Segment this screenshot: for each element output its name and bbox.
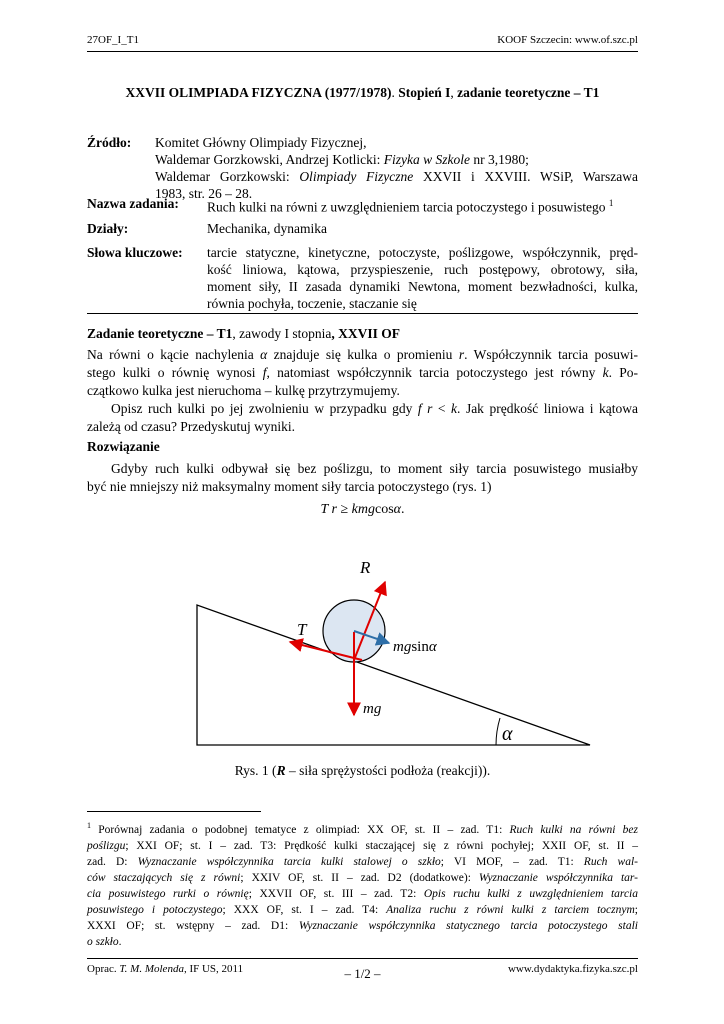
label-mg: mg [363, 701, 382, 717]
departments-value: Mechanika, dynamika [207, 221, 327, 236]
label-T: T [297, 620, 307, 639]
keywords-label: Słowa kluczowe: [87, 245, 183, 260]
departments-label: Działy: [87, 221, 129, 236]
label-alpha: α [502, 723, 513, 745]
solution-paragraph: Gdyby ruch kulki odbywał się bez poślizgu, to moment siły tarcia posuwistego musiałby być nie mniejszy niż maksymalny moment siły tarcia potoczystego (rys. 1) [87, 461, 638, 494]
footnote-rule [87, 811, 261, 812]
label-R: R [360, 558, 371, 577]
task-name-value: Ruch kulki na równi z uwzględnieniem tarcia potoczystego i posuwistego $^1$ [207, 198, 614, 215]
incline-figure [0, 540, 724, 760]
task-name-label: Nazwa zadania: [87, 196, 179, 211]
footer-left: Oprac. T. M. Molenda, IF US, 2011 [87, 963, 244, 975]
task-heading: Zadanie teoretyczne – T1, zawody I stopnia, XXVII OF [87, 326, 400, 341]
label-mgsin: mgsinα [393, 639, 437, 655]
header-left: 27OF_I_T1 [87, 34, 139, 46]
equation: T r ≥ kmgcosα. [320, 502, 405, 517]
angle-arc [496, 718, 500, 745]
footnote: $^1$ Porównaj zadania o podobnej tematyce z olimpiad: XX OF, st. II – zad. T1: Ruch kulki na równi bez poślizgu; XXI OF; st. I – zad. T3: Prędkość kulki staczającej się z równi pochyłej; XXII OF, st. II – zad. D: Wyznaczanie współczynnika tarcia kulki stalowej o szkło; VI MOF, – zad. T1: Ruch wal- ców staczających się z równi; XXIV OF, st. II – zad. D2 (dodatkowe): Wyznaczanie współczynnika tar- cia posuwistego rurki o równię; XXVII OF, st. III – zad. T2: Opis ruchu kulki z uwzględnieniem tarcia posuwistego i potoczystego; XXX OF, st. I – zad. T4: Analiza ruchu z równi kulki z tarciem tocznym; XXXI OF; st. wstępny – zad. D1: Wyznaczanie współczynnika statycznego tarcia potoczystego stali o szkło. [87, 821, 638, 948]
footer-right: www.dydaktyka.fizyka.szc.pl [507, 963, 638, 975]
incline-plane [197, 605, 590, 745]
source-block: Komitet Główny Olimpiady Fizycznej, Waldemar Gorzkowski, Andrzej Kotlicki: Fizyka w Szkole nr 3,1980; Waldemar Gorzkowski: Olimpiady Fizyczne XXVII i XXVIII. WSiP, Warszawa 1983, str. 26 – 28. [155, 135, 638, 201]
header-rule [87, 51, 638, 52]
page-number: – 1/2 – [344, 966, 381, 981]
solution-heading: Rozwiązanie [87, 439, 160, 454]
task-paragraph-1: Na równi o kącie nachylenia α znajduje się kulka o promieniu r. Współczynnik tarcia posuwi- stego kulki o równię wynosi f, natomiast współczynnik tarcia potoczystego jest równy k. Po- czątkowo kulka jest nieruchoma – kulkę przytrzymujemy. Opisz ruch kulki po jej zwolnieniu w przypadku gdy f r < k. Jak prędkość liniowa i kątowa zależą od czasu? Przedyskutuj wyniki. [87, 347, 638, 434]
footer-rule [87, 958, 638, 959]
meta-rule [87, 313, 638, 314]
figure-caption: Rys. 1 (R – siła sprężystości podłoża (reakcji)). [234, 763, 491, 778]
header-right: KOOF Szczecin: www.of.szc.pl [497, 34, 638, 46]
page-title: XXVII OLIMPIADA FIZYCZNA (1977/1978). Stopień I, zadanie teoretyczne – T1 [125, 85, 600, 100]
source-label: Źródło: [87, 135, 132, 150]
keywords-value: tarcie statyczne, kinetyczne, potoczyste, poślizgowe, współczynnik, pręd- kość liniowa, kątowa, przyspieszenie, ruch postępowy, obrotowy, siła, moment siły, II zasada dynamiki Newtona, moment bezwładności, kulka, równia pochyła, toczenie, staczanie się [207, 245, 638, 311]
